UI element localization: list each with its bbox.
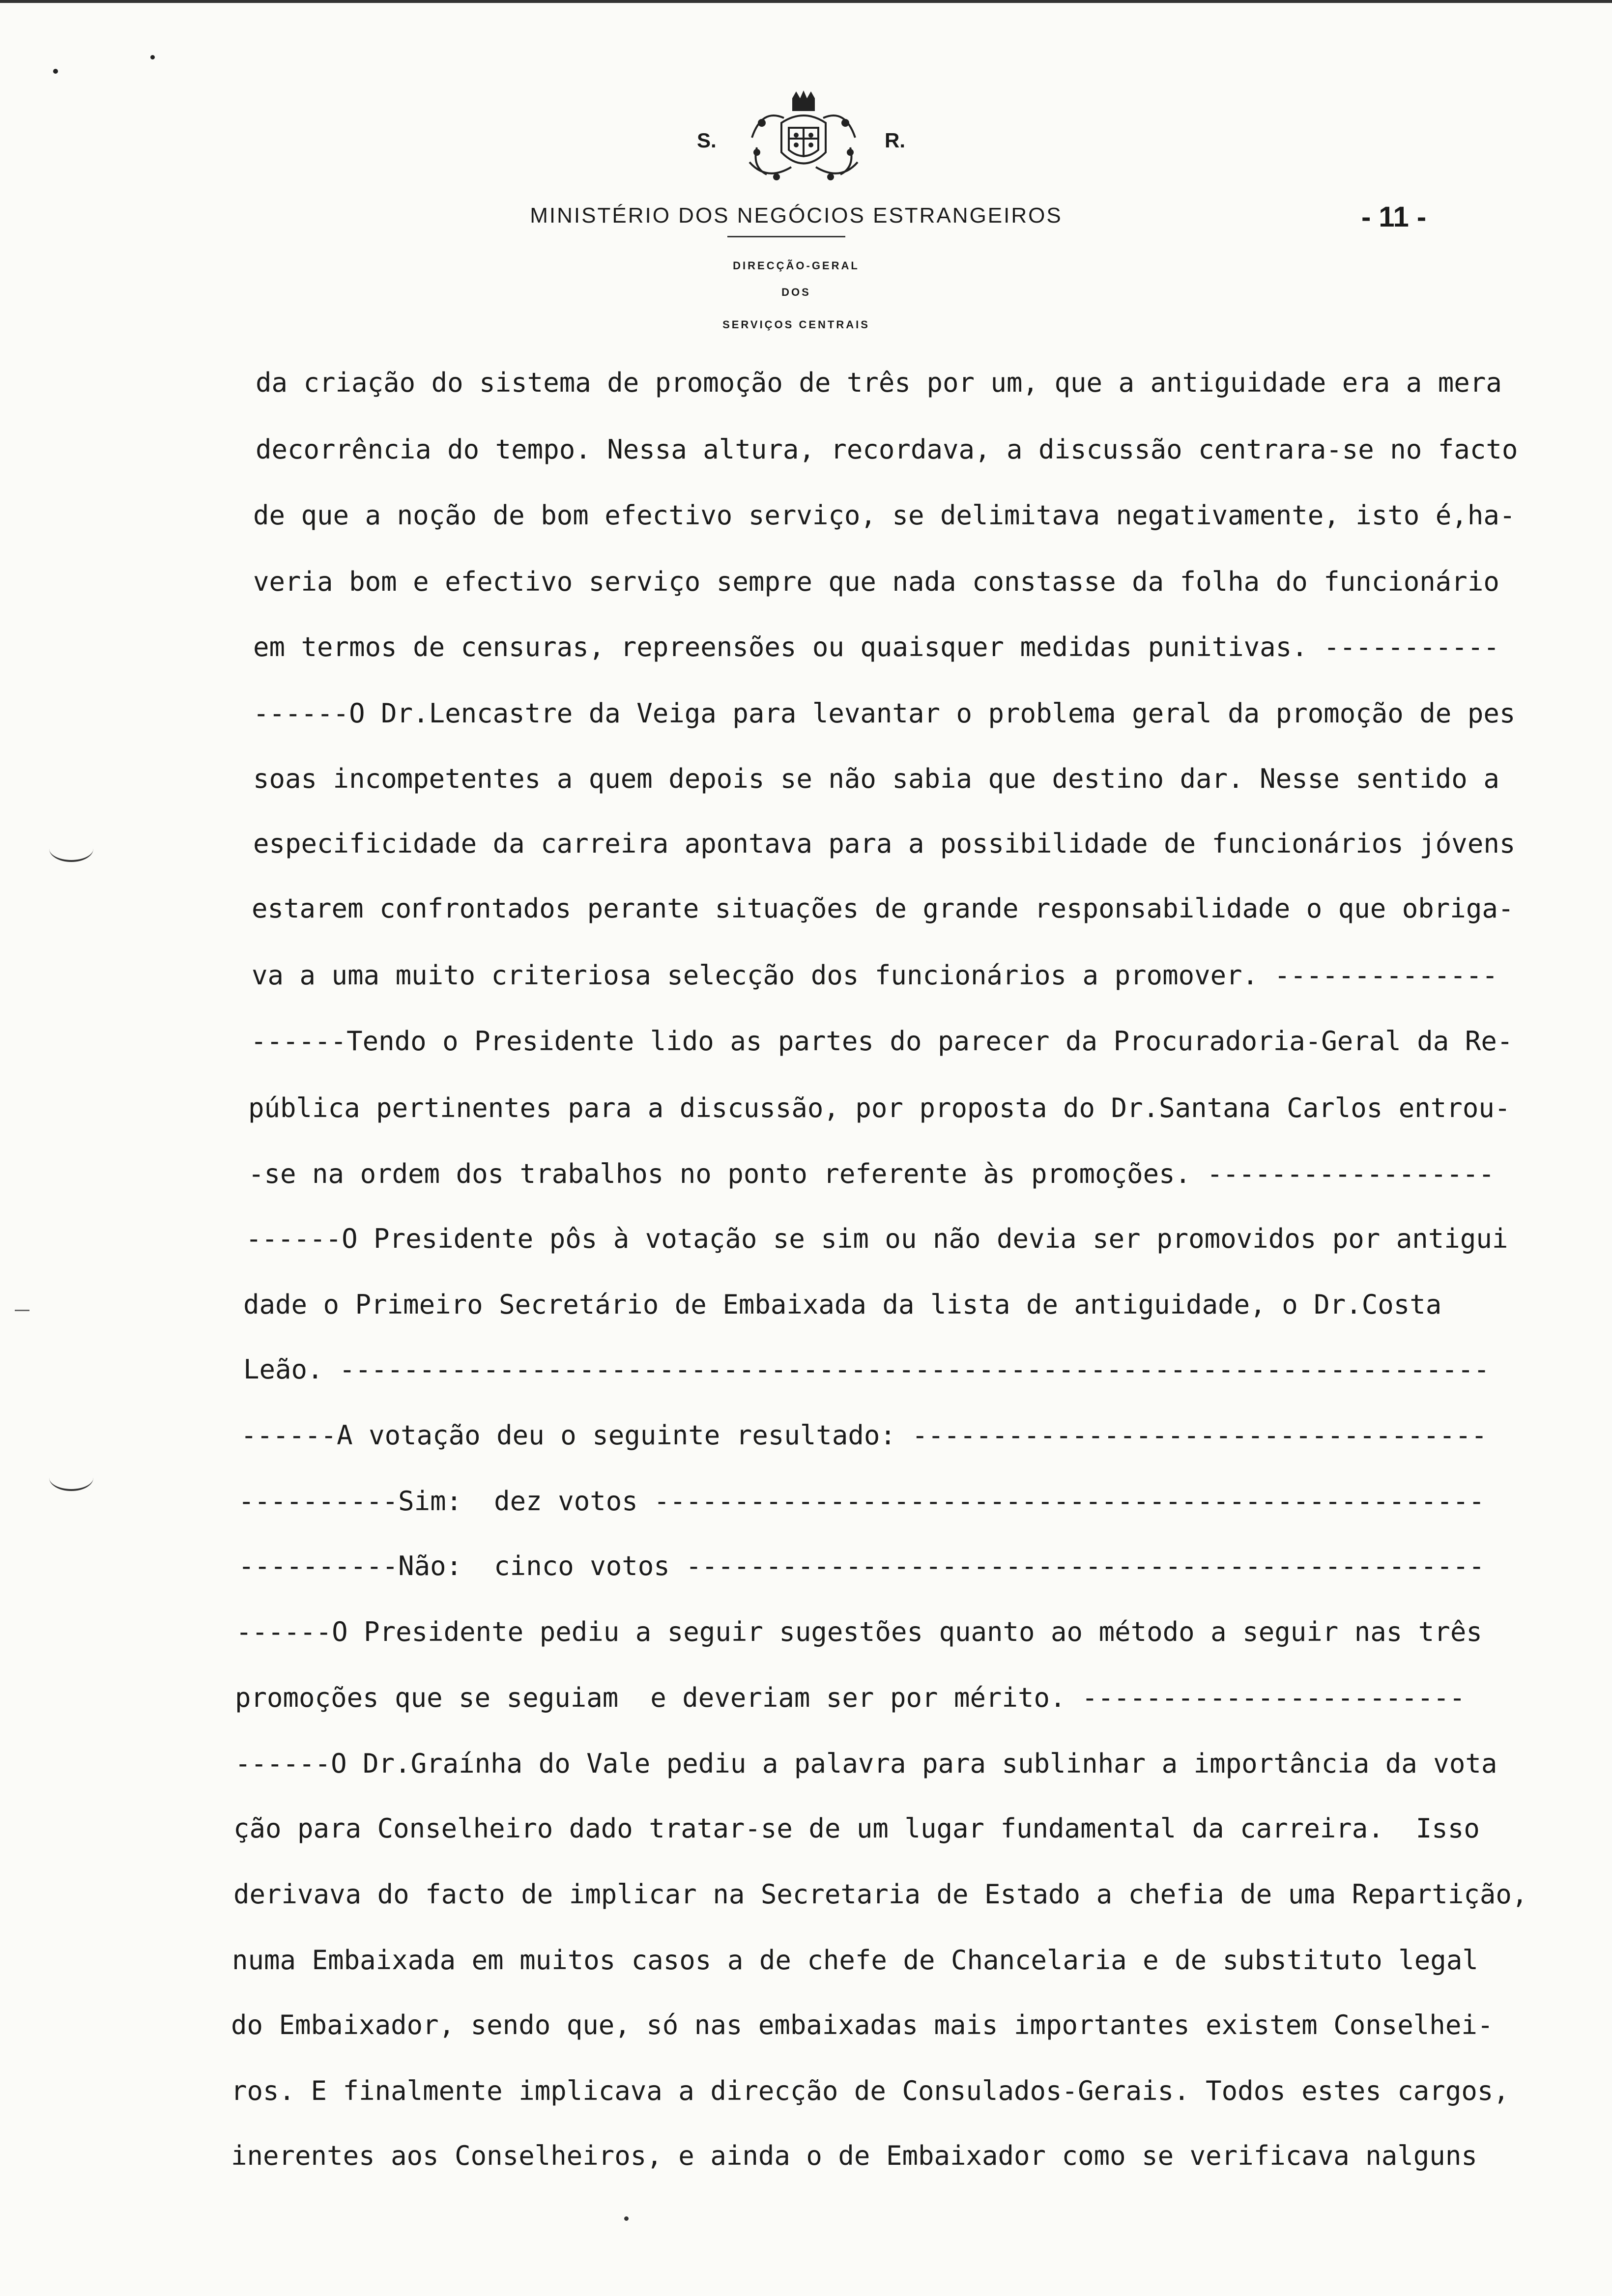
coat-of-arms-icon — [737, 88, 870, 192]
margin-mark — [49, 835, 93, 862]
top-edge-rule — [0, 0, 1612, 3]
ministry-heading: MINISTÉRIO DOS NEGÓCIOS ESTRANGEIROS — [530, 203, 1063, 228]
text-line: ------O Presidente pôs à votação se sim ou não devia ser promovidos por antigui — [246, 1223, 1508, 1254]
text-line: ----------Não: cinco votos -------------------------------------------------- — [238, 1550, 1485, 1581]
text-line: numa Embaixada em muitos casos a de chefe de Chancelaria e de substituto legal — [232, 1945, 1478, 1976]
margin-speck — [150, 55, 155, 59]
department-line-2: DOS — [781, 286, 811, 298]
text-line: em termos de censuras, repreensões ou quaisquer medidas punitivas. ----------- — [253, 631, 1499, 662]
letterhead-initial-left: S. — [697, 129, 717, 152]
department-line-1: DIRECÇÃO-GERAL — [733, 259, 860, 272]
text-line: ------Tendo o Presidente lido as partes do parecer da Procuradoria-Geral da Re- — [251, 1026, 1513, 1057]
letterhead-initial-right: R. — [885, 129, 905, 152]
text-line: Leão. ------------------------------------------------------------------------ — [243, 1354, 1490, 1385]
text-line: -se na ordem dos trabalhos no ponto referente às promoções. ------------------ — [248, 1158, 1495, 1189]
margin-speck — [53, 69, 58, 74]
page-number: - 11 - — [1361, 201, 1427, 233]
text-line: do Embaixador, sendo que, só nas embaixadas mais importantes existem Conselhei- — [231, 2009, 1494, 2040]
text-line: derivava do facto de implicar na Secretaria de Estado a chefia de uma Repartição, — [233, 1879, 1528, 1910]
text-line: ------O Dr.Lencastre da Veiga para levantar o problema geral da promoção de pes — [253, 698, 1516, 729]
text-line: estarem confrontados perante situações de grande responsabilidade o que obriga- — [252, 893, 1514, 924]
text-line: promoções que se seguiam e deveriam ser por mérito. ------------------------ — [235, 1682, 1466, 1713]
text-line: ------A votação deu o seguinte resultado: ------------------------------------ — [241, 1420, 1487, 1451]
text-line: dade o Primeiro Secretário de Embaixada da lista de antiguidade, o Dr.Costa — [243, 1289, 1442, 1320]
text-line: ----------Sim: dez votos ---------------------------------------------------- — [238, 1486, 1485, 1517]
text-line: ------O Dr.Graínha do Vale pediu a palavra para sublinhar a importância da vota — [235, 1748, 1497, 1779]
text-line: inerentes aos Conselheiros, e ainda o de Embaixador como se verificava nalguns — [231, 2140, 1477, 2171]
text-line: ros. E finalmente implicava a direcção de Consulados-Gerais. Todos estes cargos, — [231, 2075, 1509, 2106]
text-line: veria bom e efectivo serviço sempre que nada constasse da folha do funcionário — [253, 566, 1499, 597]
text-line: especificidade da carreira apontava para a possibilidade de funcionários jóvens — [253, 828, 1516, 859]
margin-speck — [624, 2216, 629, 2221]
text-line: soas incompetentes a quem depois se não sabia que destino dar. Nesse sentido a — [253, 763, 1499, 794]
text-line: pública pertinentes para a discussão, por proposta do Dr.Santana Carlos entrou- — [248, 1092, 1511, 1123]
text-line: va a uma muito criteriosa selecção dos funcionários a promover. -------------- — [252, 960, 1498, 991]
margin-mark — [49, 1464, 93, 1491]
margin-mark — [15, 1310, 29, 1311]
heading-underline — [727, 236, 845, 237]
text-line: da criação do sistema de promoção de três por um, que a antiguidade era a mera — [256, 367, 1502, 398]
text-line: ------O Presidente pediu a seguir sugestões quanto ao método a seguir nas três — [236, 1616, 1482, 1647]
text-line: de que a noção de bom efectivo serviço, se delimitava negativamente, isto é,ha- — [253, 500, 1516, 531]
text-line: ção para Conselheiro dado tratar-se de um lugar fundamental da carreira. Isso — [233, 1813, 1480, 1844]
text-line: decorrência do tempo. Nessa altura, recordava, a discussão centrara-se no facto — [256, 434, 1518, 465]
department-line-3: SERVIÇOS CENTRAIS — [722, 318, 870, 331]
